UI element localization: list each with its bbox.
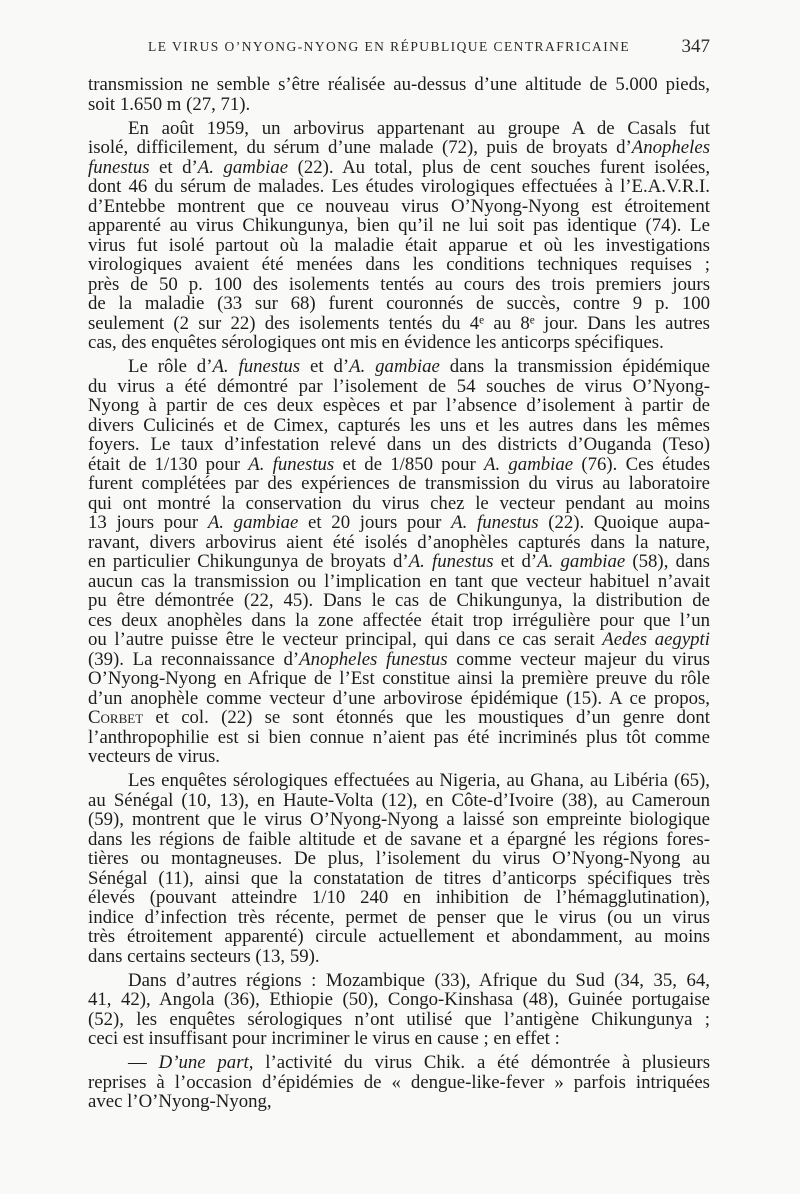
text-line [88, 552, 710, 572]
text-line [88, 728, 710, 748]
text-line [88, 357, 710, 377]
text-line [88, 572, 710, 592]
text-line [88, 689, 710, 709]
italic-run: Anopheles funestus [299, 648, 448, 670]
text-run: et 20 jours pour [298, 512, 452, 533]
text-run: au 8 [484, 312, 530, 334]
text-run: (59), montrent que le virus O’Nyong-Nyong a laissé son empreinte biologique [88, 809, 710, 830]
text-run: — [128, 1052, 159, 1073]
text-line [88, 333, 710, 353]
text-run: ceci est insuffisant pour incriminer le virus en cause ; en effet : [88, 1028, 560, 1049]
text-line [88, 747, 710, 767]
text-run: (52), les enquêtes sérologiques n’ont utilisé que l’antigène Chikungunya ; [88, 1008, 710, 1030]
text-run: pu être démontrée (22, 45). Dans le cas de Chikungunya, la distribution de [88, 590, 710, 611]
text-run: et de 1/850 pour [334, 453, 484, 475]
article-body [88, 75, 710, 1112]
text-line [88, 396, 710, 416]
text-line [88, 314, 710, 334]
italic-run: A. funestus [212, 356, 301, 377]
text-run: avec l’O’Nyong-Nyong, [88, 1091, 272, 1112]
text-line [88, 513, 710, 533]
text-run: furent complétées par des expériences de transmission du virus au laboratoire [88, 473, 710, 494]
text-line [88, 708, 710, 728]
text-run: soit 1.650 m (27, 71). [88, 93, 251, 115]
text-line [88, 869, 710, 889]
text-run: jour. Dans les autres [534, 312, 710, 334]
text-line [88, 630, 710, 650]
text-run: indice d’infection très récente, permet de penser que le virus (ou un virus [88, 906, 710, 928]
text-line [88, 95, 710, 115]
text-line [88, 791, 710, 811]
text-run: Les enquêtes sérologiques effectuées au Nigeria, au Ghana, au Libéria (65), [128, 770, 710, 791]
text-run: vecteurs de virus. [88, 746, 220, 767]
italic-run: Anopheles [631, 137, 710, 158]
text-run: l’activité du virus Chik. a été démontrée à plusieurs [253, 1052, 710, 1073]
italic-run: Aedes aegypti [602, 629, 710, 650]
text-line [88, 177, 710, 197]
text-line [88, 75, 710, 95]
text-run: tières ou montagneuses. De plus, l’isolement du virus O’Nyong-Nyong au [88, 848, 710, 869]
text-run: virologiques avaient été menées dans les conditions techniques requises ; [88, 254, 710, 275]
text-run: dans certains secteurs (13, 59). [88, 945, 320, 967]
text-line [88, 158, 710, 178]
paragraph [88, 771, 710, 966]
text-run: élevés (pouvant atteindre 1/10 240 en inhibition de l’hémagglutination), [88, 887, 710, 908]
italic-run: A. funestus [248, 453, 335, 475]
text-line [88, 971, 710, 991]
paragraph [88, 119, 710, 353]
text-run: reprises à l’occasion d’épidémies de « dengue-like-fever » parfois intriquées [88, 1071, 710, 1093]
text-run: de la maladie (33 sur 68) furent couronnés de succès, contre 9 p. 100 [88, 293, 710, 314]
superscript: e [479, 313, 485, 326]
text-run: dans la transmission épidémique [439, 356, 710, 377]
text-line [88, 236, 710, 256]
text-run: d’Entebbe montrent que ce nouveau virus O’Nyong-Nyong est étroitement [88, 195, 710, 217]
text-line [88, 216, 710, 236]
page-number: 347 [681, 36, 710, 57]
text-run: Dans d’autres régions : Mozambique (33), Afrique du Sud (34, 35, 64, [128, 969, 710, 991]
text-line [88, 119, 710, 139]
text-run: l’anthropophilie est si bien connue n’aient pas été incriminés plus tôt comme [88, 726, 710, 748]
text-line [88, 197, 710, 217]
text-run: Nyong à partir de ces deux espèces et par l’absence d’isolement à partir de [88, 395, 710, 416]
text-run: qui ont montré la conservation du virus chez le vecteur pendant au moins [88, 492, 710, 514]
text-run: en particulier Chikungunya de broyats d’ [88, 551, 409, 572]
text-run: d’un anophèle comme vecteur d’une arbovirose épidémique (15). A ce propos, [88, 687, 710, 709]
paragraph [88, 357, 710, 767]
text-run: très étroitement apparenté) circule actuellement et abondamment, au moins [88, 926, 710, 947]
text-line [88, 494, 710, 514]
text-run: dans les régions de faible altitude et de savane et a épargné les régions fores- [88, 828, 710, 850]
text-run: et col. (22) se sont étonnés que les moustiques d’un genre dont [143, 707, 710, 728]
text-line [88, 1010, 710, 1030]
text-run: était de 1/130 pour [88, 453, 249, 475]
text-run: foyers. Le taux d’infestation relevé dans un des districts d’Ouganda (Teso) [88, 434, 710, 455]
text-run: divers Culicinés et de Cimex, capturés les uns et les autres dans les mêmes [88, 414, 710, 436]
text-run: et d’ [149, 156, 198, 178]
text-run: seulement (2 sur 22) des isolements tentés du 4 [88, 312, 480, 334]
paragraph [88, 75, 710, 114]
text-run: (76). Ces études [573, 453, 710, 475]
text-run: au Sénégal (10, 13), en Haute-Volta (12), en Côte-d’Ivoire (38), au Cameroun [88, 789, 710, 811]
text-line [88, 908, 710, 928]
text-line [88, 138, 710, 158]
text-run: 13 jours pour [88, 512, 208, 533]
text-line [88, 830, 710, 850]
text-run: et d’ [493, 551, 538, 572]
text-run: (58), dans [625, 551, 710, 572]
text-run: près de 50 p. 100 des isolements tentés au cours des trois premiers jours [88, 273, 710, 295]
text-line [88, 416, 710, 436]
paragraph [88, 1053, 710, 1112]
text-line [88, 849, 710, 869]
text-line [88, 650, 710, 670]
text-line [88, 275, 710, 295]
text-line [88, 1073, 710, 1093]
text-line [88, 947, 710, 967]
italic-run: A. funestus [408, 551, 494, 572]
text-run: Le rôle d’ [128, 356, 213, 377]
text-line [88, 1053, 710, 1073]
text-line [88, 255, 710, 275]
italic-run: D’une part, [158, 1052, 254, 1073]
text-run: comme vecteur majeur du virus [447, 648, 710, 670]
text-run: Sénégal (11), ainsi que la constatation de titres d’anticorps spécifiques très [88, 867, 710, 889]
text-run: (39). La reconnaissance d’ [88, 648, 300, 670]
text-line [88, 474, 710, 494]
text-line [88, 990, 710, 1010]
text-run: 41, 42), Angola (36), Ethiopie (50), Congo-Kinshasa (48), Guinée portugaise [88, 989, 710, 1010]
text-run: aucun cas la transmission ou l’implication en tant que vecteur habituel n’avait [88, 570, 710, 592]
text-run: isolé, difficilement, du sérum d’une malade (72), puis de broyats d’ [88, 137, 632, 158]
text-line [88, 455, 710, 475]
text-run: transmission ne semble s’être réalisée au-dessus d’une altitude de 5.000 pieds, [88, 74, 710, 95]
superscript: e [529, 313, 535, 326]
italic-run: A. gambiae [537, 551, 626, 572]
italic-run: A. gambiae [207, 512, 299, 533]
paragraph [88, 971, 710, 1049]
text-run: dont 46 du sérum de malades. Les études virologiques effectuées à l’E.A.V.R.I. [88, 176, 710, 197]
italic-run: A. funestus [451, 512, 539, 533]
text-line [88, 1029, 710, 1049]
text-line [88, 294, 710, 314]
text-run: ravant, divers arbovirus aient été isolés d’anophèles capturés dans la nature, [88, 531, 710, 553]
text-line [88, 377, 710, 397]
text-line [88, 927, 710, 947]
text-run: virus fut isolé partout où la maladie était apparue et où les investigations [88, 234, 710, 256]
text-line [88, 771, 710, 791]
text-run: et d’ [300, 356, 350, 377]
text-run: (22). Quoique aupa- [538, 512, 710, 533]
text-run: (22). Au total, plus de cent souches furent isolées, [288, 156, 711, 178]
italic-run: A. gambiae [197, 156, 289, 178]
running-title: LE VIRUS O’NYONG-NYONG EN RÉPUBLIQUE CENTRAFRICAINE [148, 39, 631, 54]
text-line [88, 669, 710, 689]
italic-run: A. gambiae [484, 453, 574, 475]
text-line [88, 611, 710, 631]
text-run: ces deux anophèles dans la zone affectée était trop irrégulière pour que l’un [88, 609, 710, 631]
italic-run: funestus [88, 156, 150, 178]
text-line [88, 810, 710, 830]
text-run: cas, des enquêtes sérologiques ont mis en évidence les anticorps spécifiques. [88, 332, 664, 353]
text-line [88, 435, 710, 455]
small-caps-author-name: Corbet [88, 707, 144, 728]
text-line [88, 1092, 710, 1112]
text-line [88, 591, 710, 611]
italic-run: A. gambiae [349, 356, 440, 377]
text-run: apparenté au virus Chikungunya, bien qu’il ne lui soit pas identique (74). Le [88, 215, 710, 236]
text-run: ou l’autre puisse être le vecteur principal, qui dans ce cas serait [88, 629, 603, 650]
text-run: En août 1959, un arbovirus appartenant au groupe A de Casals fut [128, 117, 710, 139]
text-run: du virus a été démontré par l’isolement de 54 souches de virus O’Nyong- [88, 375, 710, 397]
text-line [88, 533, 710, 553]
text-line [88, 888, 710, 908]
text-run: O’Nyong-Nyong en Afrique de l’Est constitue ainsi la première preuve du rôle [88, 668, 710, 689]
